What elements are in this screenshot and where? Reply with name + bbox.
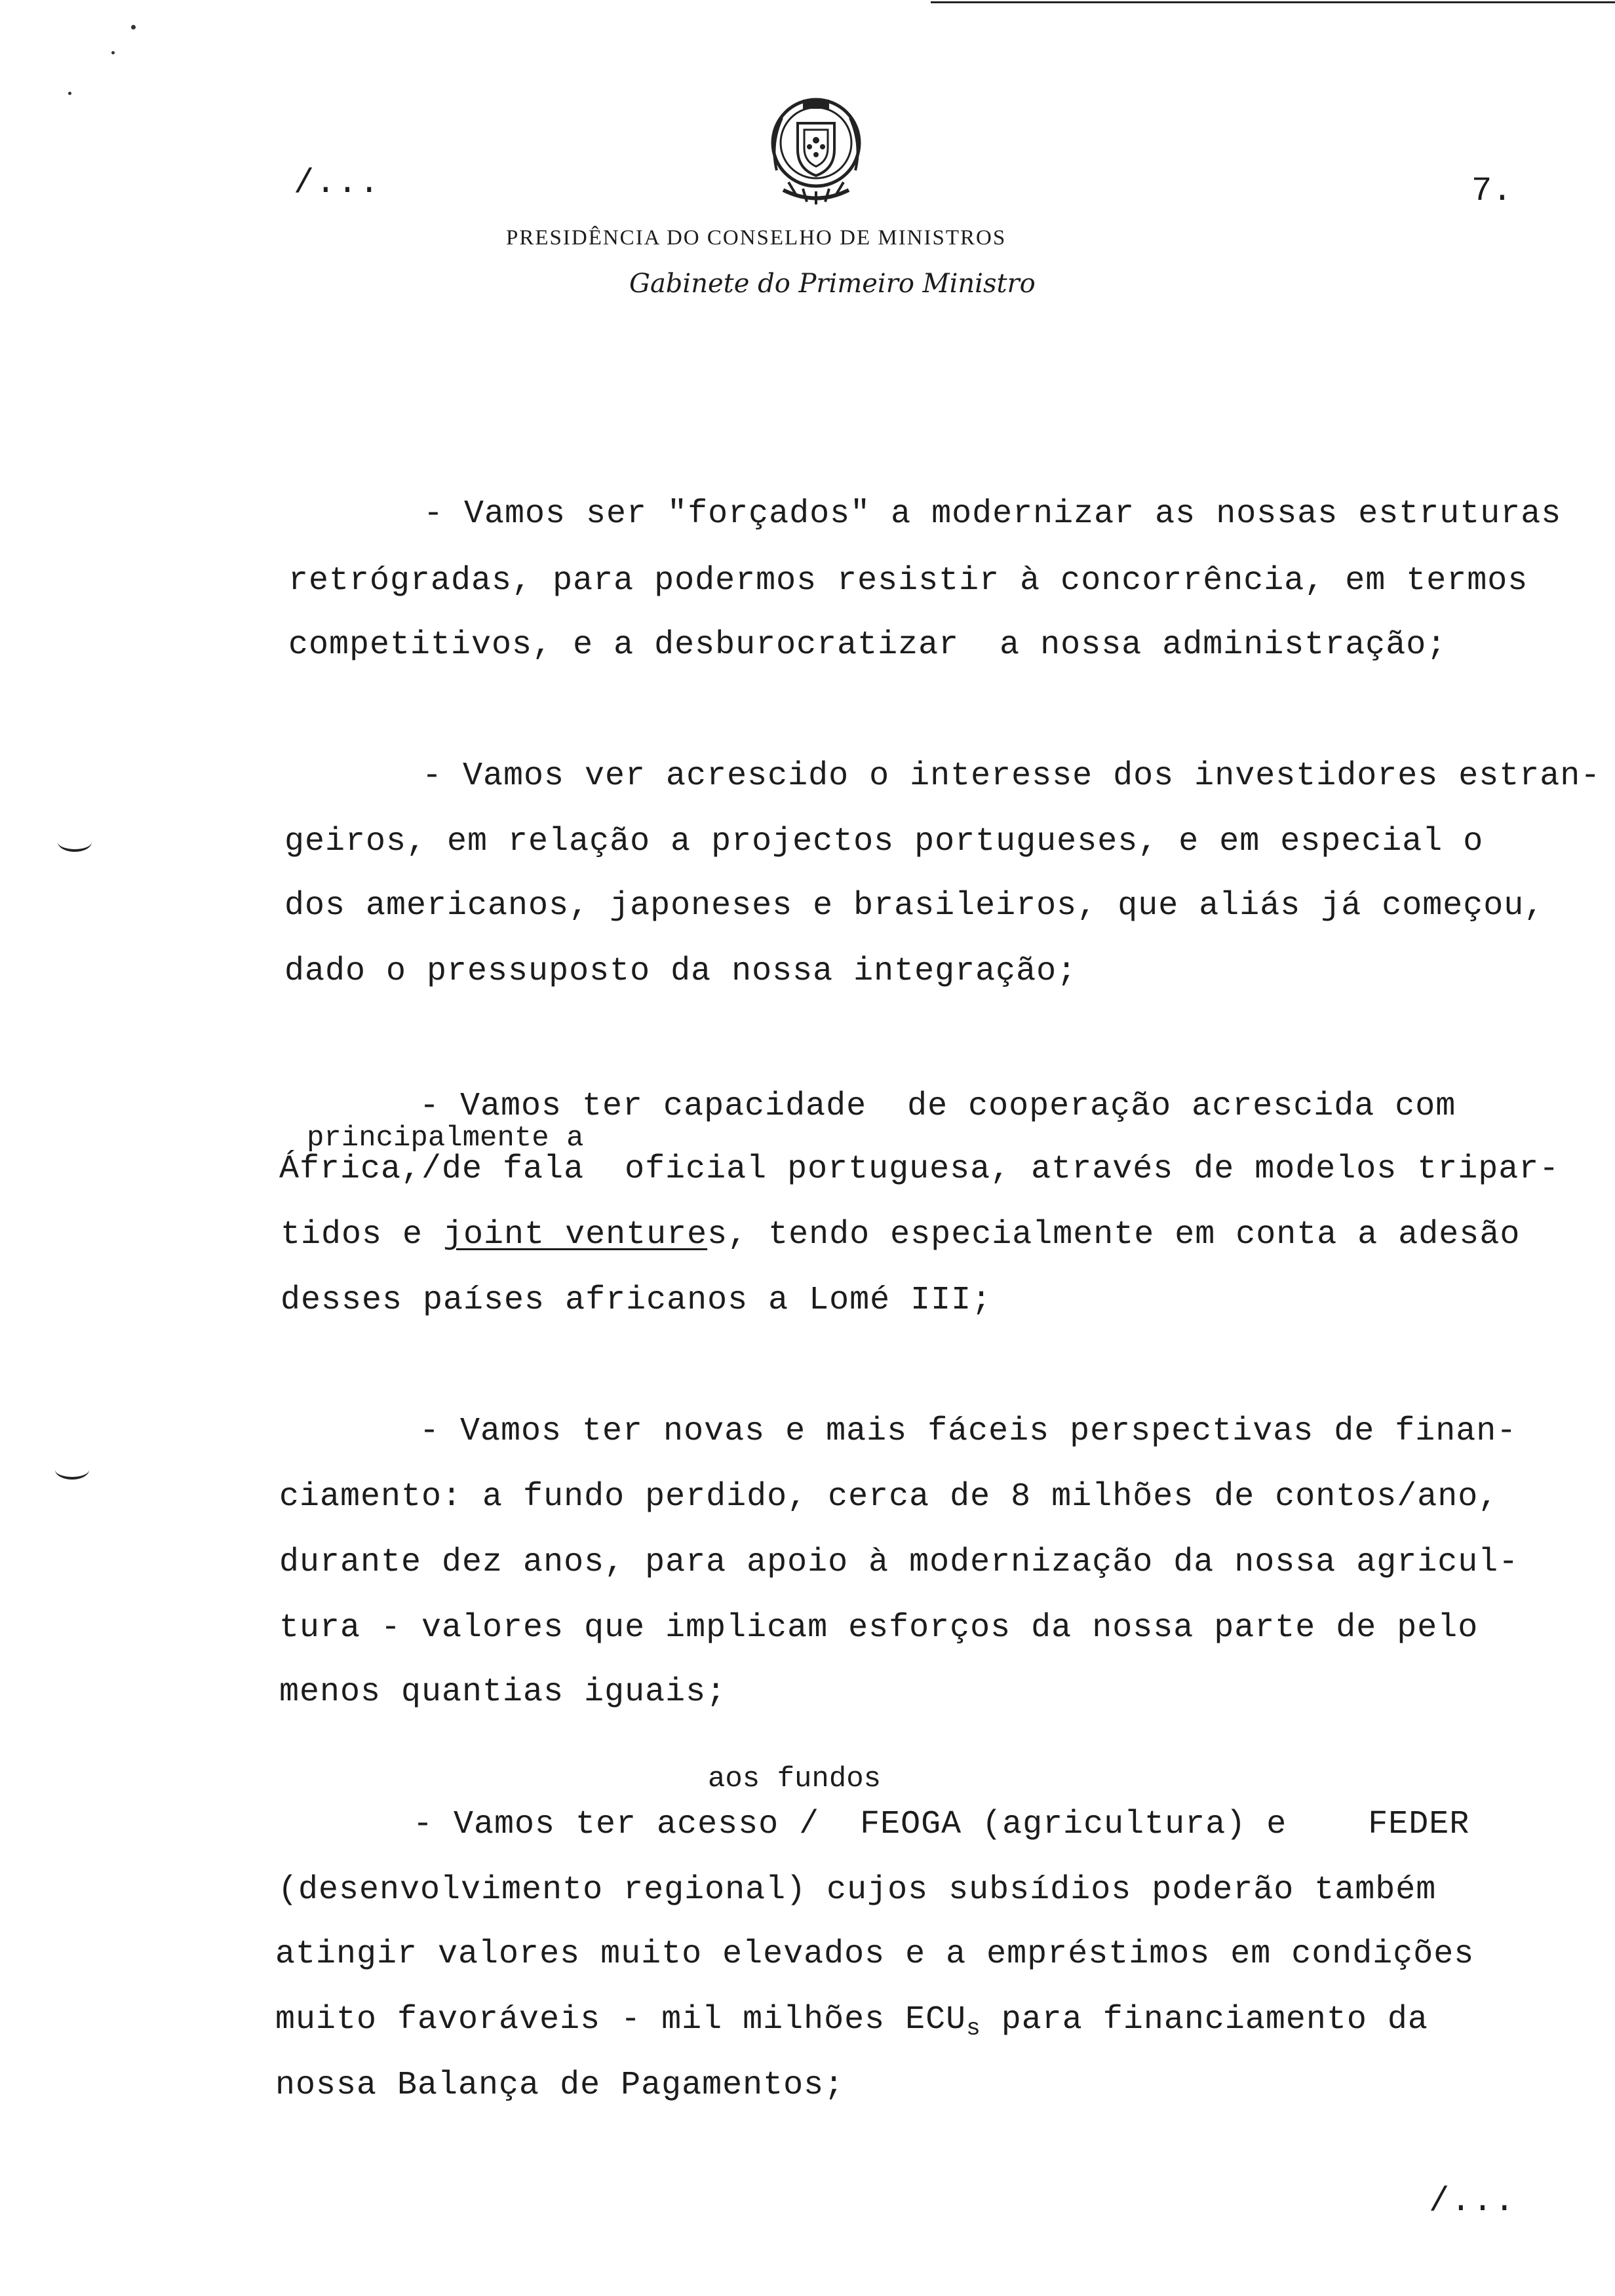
paragraph-line: atingir valores muito elevados e a empréstimos em condições bbox=[275, 1936, 1475, 1973]
next-page-marker: /... bbox=[1429, 2182, 1516, 2221]
handwritten-insertion: aos fundos bbox=[708, 1763, 882, 1795]
paragraph-line: (desenvolvimento regional) cujos subsídios poderão também bbox=[278, 1871, 1437, 1909]
subscript-text: s bbox=[966, 2015, 981, 2042]
paragraph-line bbox=[281, 1216, 1521, 1253]
paragraph-line: nossa Balança de Pagamentos; bbox=[275, 2067, 845, 2104]
coat-of-arms-icon bbox=[764, 92, 868, 210]
paragraph-line: retrógradas, para podermos resistir à concorrência, em termos bbox=[288, 562, 1528, 600]
paragraph-line: - Vamos ver acrescido o interesse dos investidores estran- bbox=[422, 757, 1601, 795]
previous-page-marker: /... bbox=[294, 164, 381, 202]
scan-speck bbox=[68, 92, 71, 95]
line-text: muito favoráveis - mil milhões ECU bbox=[275, 2001, 967, 2038]
paragraph-line: África,/de fala oficial portuguesa, através de modelos tripar- bbox=[279, 1151, 1560, 1188]
handwritten-insertion: principalmente a bbox=[307, 1122, 584, 1155]
paragraph-line: competitivos, e a desburocratizar a nossa administração; bbox=[288, 626, 1447, 664]
paragraph-line: desses países africanos a Lomé III; bbox=[281, 1282, 992, 1319]
paragraph-line bbox=[275, 2001, 1428, 2042]
line-text: para financiamento da bbox=[981, 2001, 1428, 2038]
paragraph-line: durante dez anos, para apoio à modernização da nossa agricul- bbox=[279, 1544, 1519, 1581]
margin-mark bbox=[55, 1460, 89, 1480]
paragraph-line: - Vamos ter acesso / FEOGA (agricultura) e FEDER bbox=[413, 1806, 1470, 1843]
scan-speck bbox=[131, 25, 136, 29]
office-title: PRESIDÊNCIA DO CONSELHO DE MINISTROS bbox=[506, 226, 1007, 250]
paragraph-line: tura - valores que implicam esforços da nossa parte de pelo bbox=[279, 1609, 1479, 1647]
paragraph-line: dado o pressuposto da nossa integração; bbox=[284, 953, 1078, 990]
cabinet-signature: Gabinete do Primeiro Ministro bbox=[629, 269, 1036, 299]
underlined-term: joint venture bbox=[443, 1216, 708, 1253]
scan-speck bbox=[111, 51, 115, 54]
paragraph-line: - Vamos ser "forçados" a modernizar as nossas estruturas bbox=[423, 495, 1562, 533]
top-rule bbox=[931, 1, 1615, 3]
margin-mark bbox=[58, 832, 92, 852]
line-text: tidos e bbox=[281, 1216, 444, 1253]
paragraph-line: - Vamos ter novas e mais fáceis perspectivas de finan- bbox=[419, 1413, 1517, 1450]
paragraph-line: geiros, em relação a projectos portugueses, e em especial o bbox=[284, 823, 1484, 860]
paragraph-line: ciamento: a fundo perdido, cerca de 8 milhões de contos/ano, bbox=[279, 1478, 1499, 1516]
line-text: tendo especialmente em conta a adesão bbox=[748, 1216, 1521, 1253]
paragraph-line: dos americanos, japoneses e brasileiros, que aliás já começou, bbox=[284, 887, 1545, 925]
paragraph-line: - Vamos ter capacidade de cooperação acrescida com bbox=[419, 1088, 1456, 1125]
paragraph-line: menos quantias iguais; bbox=[279, 1674, 727, 1711]
handwritten-correction: s, bbox=[707, 1216, 749, 1253]
page-number: 7. bbox=[1471, 172, 1513, 210]
